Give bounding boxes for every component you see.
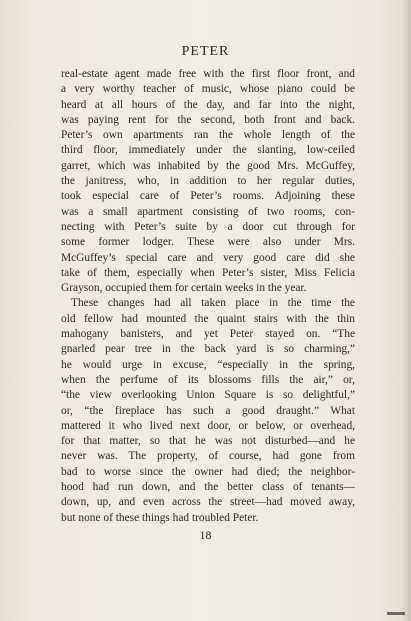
text-line: took especial care of Peter’s rooms. Adjoining these xyxy=(61,190,355,203)
text-line: was paying rent for the second, both front and back. xyxy=(61,113,355,126)
running-head: PETER xyxy=(181,44,230,59)
text-line: necting with Peter’s suite by a door cut through for xyxy=(61,220,355,233)
text-line: for that matter, so that he was not disturbed—and he xyxy=(61,435,355,448)
text-line: but none of these things had troubled Peter. xyxy=(61,511,259,524)
text-line: a very worthy teacher of music, whose piano could be xyxy=(61,83,355,96)
text-line: mahogany banisters, and yet Peter stayed on. “The xyxy=(61,328,355,341)
text-line: down, up, and even across the street—had moved away, xyxy=(61,496,355,509)
page-edge-shadow xyxy=(401,0,411,621)
text-line: hood had run down, and the better class of tenants— xyxy=(61,481,355,494)
text-line: McGuffey’s special care and very good care did she xyxy=(61,251,355,264)
text-line: Peter’s own apartments ran the whole length of the xyxy=(61,129,355,142)
text-line: take of them, especially when Peter’s sister, Miss Felicia xyxy=(61,266,355,279)
text-line: bad to worse since the owner had died; the neighbor- xyxy=(61,465,355,478)
text-line: third floor, immediately under the slanting, low-ceiled xyxy=(61,144,355,157)
text-line: real-estate agent made free with the first floor front, and xyxy=(61,68,355,80)
text-line: garret, which was inhabited by the good Mrs. McGuffey, xyxy=(61,159,355,172)
text-line: some former lodger. These were also under Mrs. xyxy=(61,236,355,249)
text-line: mattered it who lived next door, or below, or overhead, xyxy=(61,419,355,432)
text-line: the janitress, who, in addition to her regular duties, xyxy=(61,175,355,188)
text-line: gnarled pear tree in the back yard is so charming,” xyxy=(61,343,355,356)
page-number: 18 xyxy=(199,528,212,542)
text-line: never was. The property, of course, had gone from xyxy=(61,450,355,463)
text-line: Grayson, occupied them for certain weeks in the year. xyxy=(61,282,307,295)
text-line: was a small apartment consisting of two rooms, con- xyxy=(61,205,355,218)
text-line: “the view overlooking Union Square is so delightful,” xyxy=(61,389,355,402)
text-line: when the perfume of its blossoms fills the air,” or, xyxy=(61,373,355,386)
text-line: These changes had all taken place in the time the xyxy=(71,297,355,310)
text-line: or, “the fireplace has such a good draught.” What xyxy=(61,404,355,417)
corner-mark xyxy=(387,612,405,615)
text-line: he would urge in excuse, “especially in the spring, xyxy=(61,358,355,371)
text-line: heard at all hours of the day, and far into the night, xyxy=(61,98,355,111)
text-line: old fellow had mounted the quaint stairs with the thin xyxy=(61,312,355,325)
body-text xyxy=(61,67,355,526)
